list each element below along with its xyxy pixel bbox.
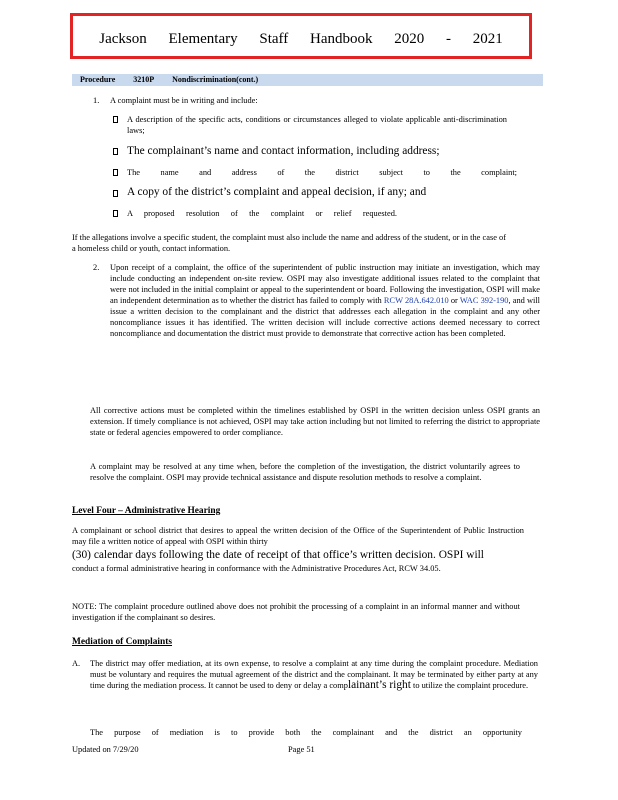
item-1-number: 1. (93, 96, 100, 105)
footer-page-number: Page 51 (288, 745, 315, 754)
checkbox-bullet-icon (113, 148, 118, 155)
note-paragraph: NOTE: The complaint procedure outlined above does not prohibit the processing of a complaint in an informal manner and without investigation if the complainant so desires. (72, 602, 520, 622)
item-2-paragraph (110, 262, 540, 339)
checkbox-bullet-icon (113, 169, 118, 176)
mediation-paragraph-b: The purpose of mediation is to provide both the complainant and the district an opportunity (90, 728, 522, 737)
item-1-intro: A complaint must be in writing and include: (110, 96, 258, 105)
checkbox-bullet-icon (113, 190, 118, 197)
header-box (70, 13, 532, 59)
bullet-resolution: A proposed resolution of the complaint or relief requested. (127, 209, 397, 218)
level-four-paragraph-end: conduct a formal administrative hearing in conformance with the Administrative Procedures Act, RCW 34.05. (72, 564, 441, 573)
footer-updated: Updated on 7/29/20 (72, 745, 139, 754)
level-four-paragraph-start: A complainant or school district that desires to appeal the written decision of the Office of the Superintendent of Public Instruction may file a written notice of appeal with OSPI within thirty (72, 526, 524, 546)
rcw-link[interactable]: RCW 28A.642.010 (383, 296, 449, 305)
procedure-label: Procedure (80, 75, 116, 84)
bullet-district: The name and address of the district subject to the complaint; (127, 168, 517, 177)
level-four-paragraph-middle: (30) calendar days following the date of receipt of that office’s written decision. OSPI will (72, 549, 484, 561)
bullet-description: A description of the specific acts, conditions or circumstances alleged to violate applicable anti-discrimination laws; (127, 115, 507, 135)
bullet-complainant: The complainant’s name and contact information, including address; (127, 145, 440, 157)
checkbox-bullet-icon (113, 210, 118, 217)
procedure-number: 3210P (133, 75, 155, 84)
checkbox-bullet-icon (113, 116, 118, 123)
mediation-paragraph-a (90, 658, 538, 691)
mediation-text-big: lainant’s right (347, 679, 411, 691)
wac-link[interactable]: WAC 392-190 (459, 296, 509, 305)
allegation-paragraph: If the allegations involve a specific student, the complaint must also include the name and address of the student, or in the case of a homeless child or youth, contact information. (72, 233, 506, 253)
mediation-letter: A. (72, 659, 81, 668)
resolved-paragraph: A complaint may be resolved at any time when, before the completion of the investigation, the district voluntarily agrees to resolve the complaint. OSPI may provide technical assistance and dispute resolution methods to resolve a complaint. (90, 462, 520, 482)
item-2-text-b: , and will issue a written decision to the complainant and the district that addresses each allegation in the complaint and any other noncompliance issues it has identified. The written decision will include corrective actions deemed necessary to correct noncompliance and documentation the district must provide to demonstrate that corrective action has been completed. (110, 296, 540, 338)
level-four-heading: Level Four – Administrative Hearing (72, 506, 221, 516)
procedure-bar (72, 74, 543, 86)
mediation-heading: Mediation of Complaints (72, 637, 173, 647)
item-2-text-a: Upon receipt of a complaint, the office of the superintendent of public instruction may initiate an investigation, which may include conducting an independent on-site review. OSPI may also investigate additional issues related to the complaint that were not included in the initial complaint or appeal to the superintendent or board. Following the investigation, OSPI will make an independent determination as to whether the district has failed to comply with (110, 263, 540, 305)
procedure-title: Nondiscrimination(cont.) (172, 75, 259, 84)
item-2-or: or (450, 296, 458, 305)
mediation-text-a: The district may offer mediation, at its own expense, to resolve a complaint at any time during the complaint procedure. Mediation must be voluntary and requires the mutual agreement of the district and the complainant. It may be terminated by either party at any time during the mediation process. It cannot be used to deny or delay a comp (90, 659, 538, 690)
page-title: Jackson Elementary Staff Handbook 2020 - 2021 (99, 31, 503, 47)
mediation-text-end: to utilize the complaint procedure. (413, 681, 529, 690)
bullet-appeal: A copy of the district’s complaint and appeal decision, if any; and (127, 186, 427, 198)
item-2-number: 2. (93, 263, 100, 272)
corrective-actions-paragraph: All corrective actions must be completed within the timelines established by OSPI in the written decision unless OSPI grants an extension. If timely compliance is not achieved, OSPI may take action including but not limited to referring the district to appropriate state or federal agencies empowered to order compliance. (90, 406, 540, 437)
